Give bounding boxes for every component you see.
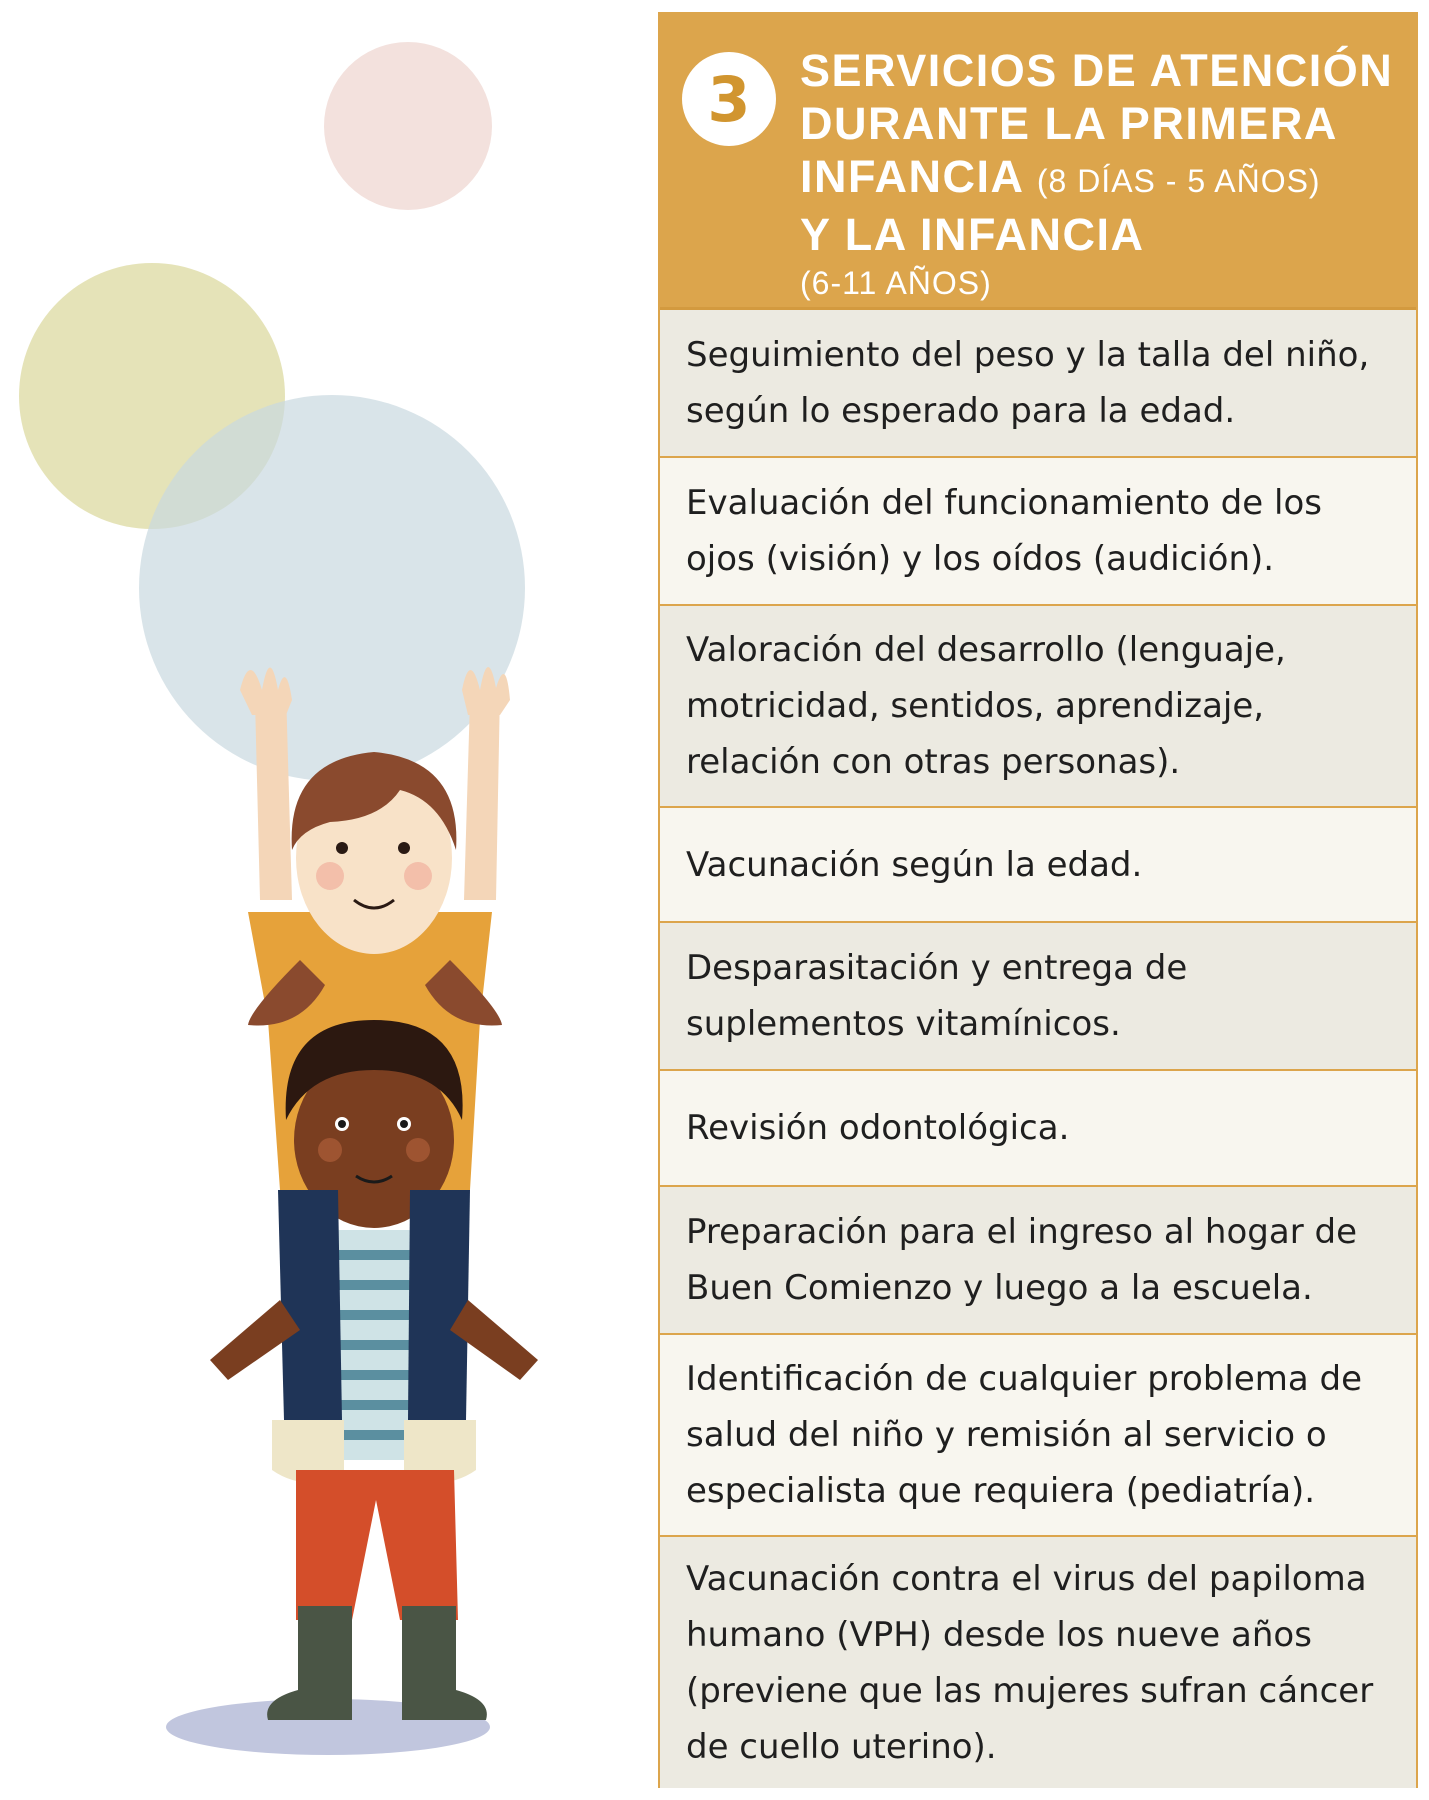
girl-left-arm	[255, 690, 292, 900]
service-item: Desparasitación y entrega de suplementos vitamínicos.	[660, 923, 1416, 1071]
service-item: Revisión odontológica.	[660, 1071, 1416, 1187]
service-item: Seguimiento del peso y la talla del niño, según lo esperado para la edad.	[660, 310, 1416, 458]
service-item: Identificación de cualquier problema de salud del niño y remisión al servicio o especialista que requiera (pediatría).	[660, 1335, 1416, 1537]
service-item: Preparación para el ingreso al hogar de Buen Comienzo y luego a la escuela.	[660, 1187, 1416, 1335]
age-range-infancy: (8 DÍAS - 5 AÑOS)	[1036, 163, 1321, 199]
age-range-childhood: (6-11 AÑOS)	[800, 265, 992, 301]
service-item: Vacunación según la edad.	[660, 808, 1416, 923]
boy-right-boot	[402, 1606, 487, 1720]
service-item: Vacunación contra el virus del papiloma humano (VPH) desde los nueve años (previene que las mujeres sufran cáncer de cuello uterino).	[660, 1537, 1416, 1788]
title-line-4: Y LA INFANCIA	[800, 209, 1145, 260]
pink-bubble	[324, 42, 492, 210]
girl-right-leg	[408, 1190, 470, 1420]
blue-bubble	[139, 395, 525, 781]
service-item: Evaluación del funcionamiento de los ojos (visión) y los oídos (audición).	[660, 458, 1416, 606]
title-line-3-text: INFANCIA	[800, 151, 1023, 202]
boy-left-boot	[267, 1606, 352, 1720]
title-line-2: DURANTE LA PRIMERA	[800, 98, 1338, 149]
services-panel	[658, 12, 1418, 1788]
service-item: Valoración del desarrollo (lenguaje, motricidad, sentidos, aprendizaje, relación con otras personas).	[660, 606, 1416, 808]
panel-title	[800, 44, 1410, 305]
services-list	[660, 310, 1416, 1788]
panel-header	[660, 14, 1416, 310]
girl-right-hand	[462, 667, 510, 715]
children-illustration	[0, 0, 640, 1800]
boy-pants	[296, 1470, 458, 1620]
title-line-3	[800, 150, 1410, 208]
girl-left-leg	[278, 1190, 342, 1420]
title-line-1: SERVICIOS DE ATENCIÓN	[800, 45, 1394, 96]
girl-right-arm	[464, 690, 500, 900]
section-number-badge: 3	[682, 52, 776, 146]
